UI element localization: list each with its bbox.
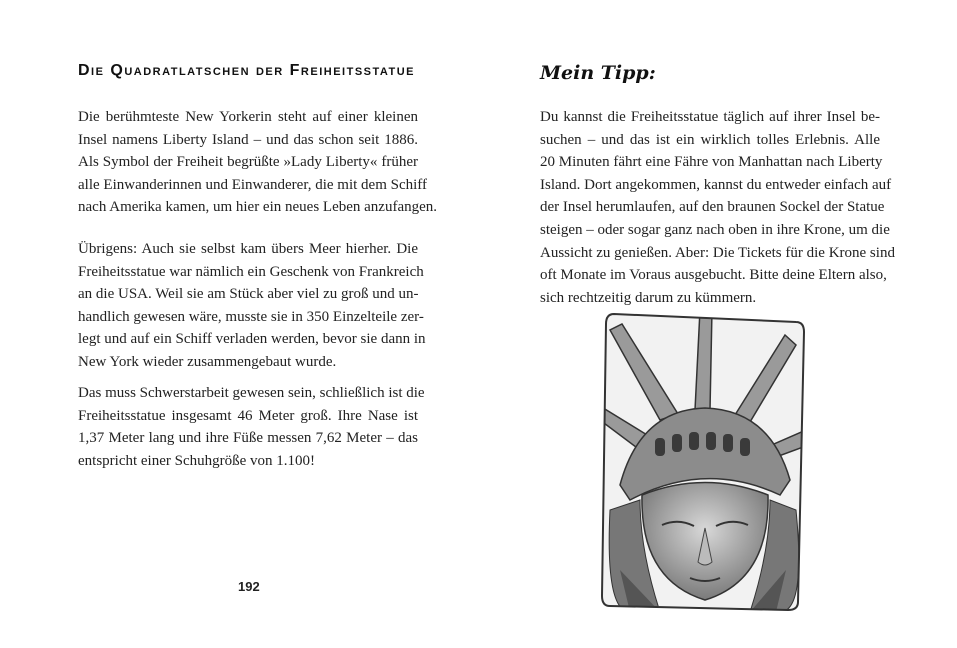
- text-line: Übrigens: Auch sie selbst kam übers Meer hierher. Die: [78, 241, 418, 257]
- statue-of-liberty-illustration: [600, 310, 806, 612]
- text-line: Du kannst die Freiheitsstatue täglich auf ihrer Insel be-: [540, 109, 880, 125]
- text-line: Insel namens Liberty Island – und das schon seit 1886.: [78, 131, 418, 148]
- text-line: New York wieder zusammengebaut wurde.: [78, 353, 337, 370]
- tip-heading: Mein Tipp:: [540, 62, 656, 84]
- text-line: handlich gewesen wäre, musste sie in 350 Einzelteile zer-: [78, 308, 424, 325]
- text-line: Das muss Schwerstarbeit gewesen sein, schließlich ist die: [78, 385, 425, 401]
- text-line: Als Symbol der Freiheit begrüßte »Lady Liberty« früher: [78, 154, 418, 171]
- text-line: 20 Minuten fährt eine Fähre von Manhattan nach Liberty: [540, 154, 883, 171]
- text-line: entspricht einer Schuhgröße von 1.100!: [78, 452, 316, 469]
- text-line: sich rechtzeitig darum zu kümmern.: [540, 289, 757, 306]
- text-line: der Insel herumlaufen, auf den braunen Sockel der Statue: [540, 199, 885, 216]
- paragraph: [78, 106, 438, 219]
- text-line: nach Amerika kamen, um hier ein neues Leben anzufangen.: [78, 199, 438, 216]
- paragraph: [78, 382, 425, 472]
- text-line: oft Monate im Voraus ausgebucht. Bitte deine Eltern also,: [540, 267, 887, 284]
- text-line: Island. Dort angekommen, kannst du entweder einfach auf: [540, 176, 892, 193]
- chapter-title: Die Quadratlatschen der Freiheitsstatue: [78, 62, 416, 79]
- text-line: steigen – oder sogar ganz nach oben in ihre Krone, um die: [540, 221, 890, 238]
- text-line: alle Einwanderinnen und Einwanderer, die mit dem Schiff: [78, 176, 428, 193]
- text-line: 1,37 Meter lang und ihre Füße messen 7,62 Meter – das: [78, 430, 418, 447]
- text-line: Freiheitsstatue war nämlich ein Geschenk von Frankreich: [78, 263, 424, 280]
- text-line: legt und auf ein Schiff verladen werden, bevor sie dann in: [78, 331, 426, 348]
- paragraph: [78, 238, 426, 374]
- text-line: Die berühmteste New Yorkerin steht auf einer kleinen: [78, 109, 418, 125]
- text-line: Aussicht zu genießen. Aber: Die Tickets für die Krone sind: [540, 244, 895, 261]
- text-line: an die USA. Weil sie am Stück aber viel zu groß und un-: [78, 286, 419, 303]
- paragraph: [540, 106, 895, 309]
- page-number: 192: [238, 579, 260, 594]
- text-line: suchen – und das ist ein wirklich tolles Erlebnis. Alle: [540, 131, 880, 148]
- text-line: Freiheitsstatue insgesamt 46 Meter groß. Ihre Nase ist: [78, 407, 418, 424]
